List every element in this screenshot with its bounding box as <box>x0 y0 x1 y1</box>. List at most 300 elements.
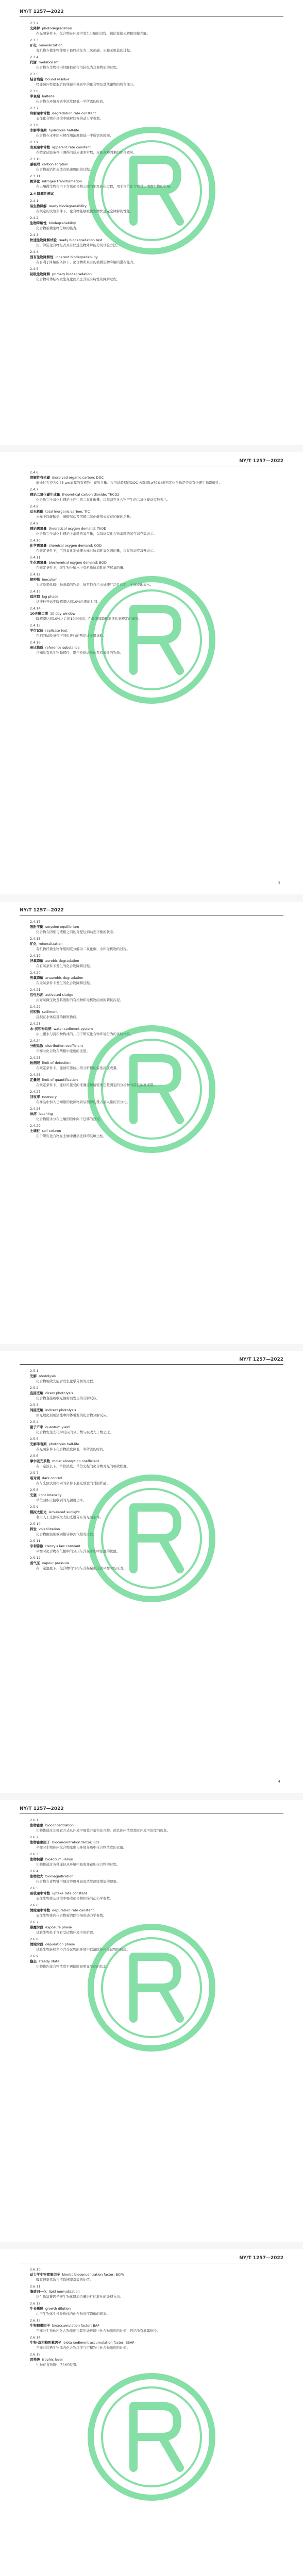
term-cn: 生化需氧量 <box>30 561 47 565</box>
term-entry <box>30 504 278 519</box>
term-title <box>30 492 278 497</box>
term-title <box>30 1908 278 1913</box>
term-entry <box>30 1419 278 1435</box>
entry-number: 2.3.10 <box>30 157 41 161</box>
term-entry <box>30 538 278 553</box>
term-cn: 定量限 <box>30 1078 40 1082</box>
header-rule <box>20 1364 283 1365</box>
term-title <box>30 645 278 650</box>
term-cn: 量子产率 <box>30 1425 43 1429</box>
term-definition: 化合物吸收光能后发生化学分解的过程。 <box>36 1379 96 1383</box>
term-en: chemical oxygen demand; COD <box>48 544 102 548</box>
term-en: biomagnification <box>45 1874 74 1878</box>
entry-number: 2.4.27 <box>30 1090 41 1094</box>
term-title <box>30 611 278 616</box>
term-cn: 光解半衰期 <box>30 1442 47 1446</box>
term-definition: 在光照条件下化合物浓度降低一半所需的时间。 <box>36 1447 107 1451</box>
entry-number: 2.4.23 <box>30 1022 41 1026</box>
term-entry <box>30 1555 278 1571</box>
term-en: inherent biodegradability <box>55 255 98 259</box>
term-definition: 平衡时生物体内化合物浓度与环境介质中化合物浓度的比值。 <box>36 1845 127 1850</box>
term-en: water-sediment system <box>53 1027 93 1031</box>
term-entry <box>30 953 278 969</box>
term-en: light intensity <box>39 1493 62 1497</box>
entry-number: 2.5.2 <box>30 1386 39 1390</box>
term-en: depuration rate constant <box>52 1908 94 1912</box>
term-en: ready biodegradability <box>48 204 87 208</box>
term-title <box>30 1043 278 1048</box>
term-cn: 吸附平衡 <box>30 925 43 929</box>
term-title <box>30 1874 278 1879</box>
term-title <box>30 1442 278 1447</box>
term-entry <box>30 2318 278 2333</box>
term-cn: 生物富集 <box>30 1823 43 1827</box>
entry-number: 2.4.21 <box>30 988 41 992</box>
entry-number: 2.4.26 <box>30 1073 41 1077</box>
term-entry <box>30 487 278 502</box>
term-en: growth dilution <box>45 2307 71 2311</box>
term-entry <box>30 1954 278 1969</box>
term-title <box>30 1111 278 1116</box>
term-en: ready biodegradation test <box>59 238 103 242</box>
term-cn: 半衰期 <box>30 94 40 98</box>
term-definition: 在相同试验条件下同时进行的两组或多组试验。 <box>36 634 107 638</box>
entry-number: 2.3.6 <box>30 89 39 93</box>
page-header-code: NY/T 1257—2022 <box>239 2256 283 2261</box>
term-definition: 由于生物体生长导致体内化合物浓度降低的现象。 <box>36 2312 110 2316</box>
term-definition: 在规定条件下，能以可接受的准确度和精密度定量测定的分析物的最低浓度或量。 <box>36 1083 157 1087</box>
term-title <box>30 26 278 31</box>
term-cn: 总无机碳 <box>30 510 43 514</box>
page-content <box>30 1368 278 1572</box>
entry-number: 2.6.2 <box>30 1835 39 1839</box>
term-title <box>30 1942 278 1947</box>
term-cn: 初级生物降解 <box>30 272 50 276</box>
entry-number: 2.4.17 <box>30 920 41 924</box>
term-definition: 能通过孔径为0.45 μm滤膜的有机物中碳的含量。采用试验期间DOC 去除率(≥70%)来判定化合物是否具有快速生物降解性。 <box>36 481 223 485</box>
term-title <box>30 1060 278 1065</box>
term-cn: 理论二氧化碳生成量 <box>30 493 60 497</box>
term-entry <box>30 106 278 121</box>
term-cn: 表观速率常数 <box>30 145 50 149</box>
entry-number: 2.4.1 <box>30 199 39 203</box>
entry-number: 2.4.8 <box>30 504 39 509</box>
term-title <box>30 1009 278 1014</box>
term-definition: 生物在食物链中所处的位置。 <box>36 2363 80 2367</box>
page-separator <box>0 2242 303 2249</box>
entry-number: 2.5.1 <box>30 1369 39 1373</box>
page-content <box>30 2267 278 2369</box>
term-entry <box>30 1538 278 1554</box>
page-separator <box>0 894 303 902</box>
term-definition: 在样品中加入已知量的被测物质后测得的量占加入量的百分比。 <box>36 1100 130 1104</box>
term-en: theoretical carbon dioxide; ThCO2 <box>62 493 120 497</box>
term-en: limit of quantification <box>42 1078 78 1082</box>
entry-number: 2.6.10 <box>30 2267 41 2272</box>
term-cn: 生长稀释 <box>30 2307 43 2311</box>
term-title <box>30 204 278 209</box>
entry-number: 2.6.9 <box>30 1954 39 1958</box>
term-en: leaching <box>39 1112 53 1116</box>
term-entry <box>30 55 278 70</box>
term-title <box>30 1561 278 1566</box>
entry-number: 2.4.28 <box>30 1107 41 1111</box>
term-definition: 化合物被微生物分解的能力。 <box>36 226 80 230</box>
term-definition: 在光照条件下，化合物在环境中发生分解的过程，包括直接光解和间接光解。 <box>36 31 150 36</box>
term-definition: 水样中以碳酸盐、碳酸氢盐及溶解二氧化碳形式存在的碳的总量。 <box>36 515 133 519</box>
term-definition: 平衡时生物体内化合物浓度与其所处环境中化合物浓度的比值，包括所有暴露途径。 <box>36 2329 160 2333</box>
term-en: anaerobic degradation <box>45 976 83 980</box>
term-definition: 化合物随水分在土壤剖面中向下迁移的过程。 <box>36 1117 103 1121</box>
term-entry <box>30 1453 278 1469</box>
term-definition: 化合物完全氧化时理论上产生的二氧化碳量，以每毫克化合物产生的二氧化碳毫克数表示。 <box>36 498 170 502</box>
term-cn: 生物积累因子 <box>30 2324 50 2328</box>
term-en: molar absorption coefficient <box>52 1459 99 1463</box>
term-definition: 化合物直接吸收光辐射而发生的分解反应。 <box>36 1396 100 1400</box>
term-entry <box>30 1504 278 1520</box>
term-entry <box>30 232 278 248</box>
entry-number: 2.5.7 <box>30 1471 39 1475</box>
entry-number: 2.4.16 <box>30 640 41 645</box>
term-definition: 在规定条件下，微生物分解水中有机物所消耗的溶解氧的量。 <box>36 566 127 570</box>
term-en: Henry's law constant <box>45 1544 81 1548</box>
term-en: biodegradability <box>48 221 76 225</box>
term-entry <box>30 249 278 265</box>
term-definition: 化合物由液相或固相转移到气相的过程。 <box>36 1532 96 1536</box>
entry-number: 2.5.4 <box>30 1420 39 1424</box>
term-cn: 溶解性有机碳 <box>30 476 50 480</box>
term-title <box>30 1823 278 1828</box>
term-entry <box>30 936 278 952</box>
term-definition: 利用人工光源模拟太阳光谱分布的光照条件。 <box>36 1515 103 1519</box>
term-definition: 用于研究化合物在土壤中淋溶迁移的装填土柱。 <box>36 1134 107 1138</box>
term-en: biochemical oxygen demand; BOD <box>48 561 107 565</box>
term-cn: 营养级 <box>30 2358 40 2362</box>
term-cn: 快速生物降解试验 <box>30 238 57 242</box>
term-en: mineralization <box>39 942 63 946</box>
term-entry <box>30 89 278 104</box>
term-title <box>30 2323 278 2328</box>
term-en: 10-day window <box>50 612 76 616</box>
term-title <box>30 162 278 167</box>
term-cn: 生物放大 <box>30 1874 43 1878</box>
page-separator <box>0 1344 303 1351</box>
term-entry <box>30 72 278 87</box>
term-entry <box>30 2352 278 2367</box>
term-definition: 沉积在水体底部的颗粒物质。 <box>36 1015 80 1019</box>
term-title <box>30 94 278 99</box>
entry-number: 2.3.2 <box>30 21 39 25</box>
term-definition: 由光敏化剂或活性中间体引发的化合物分解反应。 <box>36 1413 110 1417</box>
term-en: hydrolysis half-life <box>48 128 79 132</box>
entry-number: 2.4.25 <box>30 1056 41 1060</box>
term-entry <box>30 1835 278 1850</box>
term-definition: 在规定条件下，用强氧化剂处理水样时所消耗氧化剂的量，以氧的毫克每升表示。 <box>36 549 157 553</box>
term-cn: 碳吸附 <box>30 162 40 166</box>
term-cn: 间接光解 <box>30 1408 43 1412</box>
term-title <box>30 475 278 480</box>
term-en: total inorganic carbon; TIC <box>45 510 90 514</box>
entry-number: 2.4.12 <box>30 572 41 577</box>
term-entry <box>30 1402 278 1418</box>
term-cn: 摩尔吸光系数 <box>30 1459 50 1463</box>
term-cn: 吸收速率常数 <box>30 1891 50 1895</box>
entry-number: 2.3.9 <box>30 140 39 144</box>
term-en: exposure phase <box>45 1925 72 1929</box>
term-title <box>30 60 278 65</box>
term-en: nitrogen transformation <box>42 179 82 183</box>
term-cn: 检测限 <box>30 1061 40 1065</box>
term-title <box>30 255 278 260</box>
page-number: 4 <box>278 1780 280 1784</box>
term-definition: 表征生物体内化合物被清除快慢的动力学参数。 <box>36 1913 107 1918</box>
term-cn: 矿化 <box>30 942 37 946</box>
term-definition: 化合物完全氧化时理论上消耗的氧气量，以每毫克化合物消耗的氧气毫克数表示。 <box>36 532 157 536</box>
term-definition: 生物体通过各种途径从环境中吸收并蓄积化合物的过程。 <box>36 1862 120 1867</box>
term-definition: 由好氧微生物及其吸附的有机物和无机物组成的絮状污泥。 <box>36 998 123 1002</box>
term-cn: 暗对照 <box>30 1476 40 1480</box>
term-definition: 生物体内化合物浓度不再随时间明显变化的状态。 <box>36 1964 110 1969</box>
term-title <box>30 1891 278 1896</box>
page-content <box>30 21 278 283</box>
term-title <box>30 1374 278 1379</box>
entry-number: 2.5.5 <box>30 1437 39 1441</box>
page-content <box>30 919 278 1140</box>
entry-number: 2.5.10 <box>30 1522 41 1526</box>
term-en: dissolved organic carbon; DOC <box>52 476 104 480</box>
term-definition: 化合物在环境介质中浓度降低一半所需的时间。 <box>36 99 107 104</box>
term-definition: 平衡时化合物在两相中浓度的比值。 <box>36 1049 90 1053</box>
entry-number: 2.4.13 <box>30 589 41 594</box>
term-en: replicate test <box>45 629 68 633</box>
entry-number: 2.6.8 <box>30 1937 39 1941</box>
term-cn: 水解半衰期 <box>30 128 47 132</box>
entry-number: 2.4.2 <box>30 216 39 220</box>
term-definition: 在与光照试验相同的条件下避光放置的对照样品。 <box>36 1481 110 1485</box>
term-entry <box>30 1038 278 1054</box>
term-title <box>30 2272 278 2277</box>
entry-number: 2.3.4 <box>30 55 39 59</box>
term-en: photolysis <box>39 1374 56 1378</box>
term-en: sorption equilibrium <box>45 925 79 929</box>
term-cn: 动力学生物富集因子 <box>30 2273 60 2277</box>
term-cn: 好氧降解 <box>30 959 43 963</box>
term-cn: 生物降解性 <box>30 221 47 225</box>
document-page <box>0 5 303 443</box>
term-entry <box>30 470 278 485</box>
term-en: volatilization <box>39 1527 60 1531</box>
term-entry <box>30 1436 278 1452</box>
term-entry <box>30 2335 278 2350</box>
term-entry <box>30 157 278 172</box>
term-cn: 淋溶 <box>30 1112 37 1116</box>
entry-number: 2.4.9 <box>30 521 39 526</box>
term-entry <box>30 1055 278 1071</box>
term-definition: 有机物在微生物作用下最终转化为二氧化碳、水和无机盐的过程。 <box>36 48 133 53</box>
term-title <box>30 179 278 184</box>
term-en: sediment <box>42 1010 58 1014</box>
term-definition: 已知具有易生物降解性、用于检验试验体系有效性的物质。 <box>36 651 123 655</box>
term-cn: 亨利常数 <box>30 1544 43 1548</box>
page-content <box>30 1818 278 1971</box>
term-en: simulated sunlight <box>48 1510 80 1514</box>
term-en: depuration phase <box>45 1942 75 1946</box>
term-en: direct photolysis <box>45 1391 73 1395</box>
term-cn: 水-沉积物系统 <box>30 1027 52 1031</box>
term-title <box>30 1077 278 1082</box>
entry-number: 2.6.15 <box>30 2352 41 2357</box>
entry-number: 2.6.13 <box>30 2318 41 2323</box>
entry-number: 2.6.7 <box>30 1920 39 1924</box>
term-en: quantum yield <box>45 1425 70 1429</box>
entry-number: 2.4.7 <box>30 487 39 492</box>
term-title <box>30 594 278 599</box>
entry-number: 2.4.14 <box>30 606 41 611</box>
document-page <box>0 2251 303 2576</box>
term-entry <box>30 1106 278 1122</box>
term-title <box>30 43 278 48</box>
term-en: biota-sediment accumulation factor; BSAF <box>63 2341 134 2345</box>
term-definition: 化合物在水中因水解作用浓度降低一半所需的时间。 <box>36 133 113 138</box>
term-definition: 在有利于降解的条件下，化合物所具有的被微生物降解的潜在能力。 <box>36 260 137 264</box>
term-en: bound residue <box>45 77 70 81</box>
term-en: steady state <box>39 1959 60 1963</box>
term-entry <box>30 640 278 655</box>
term-cn: 10天窗口期 <box>30 612 48 616</box>
term-entry <box>30 1886 278 1901</box>
term-title <box>30 128 278 133</box>
term-title <box>30 272 278 277</box>
document-page <box>0 454 303 892</box>
term-definition: 化合物母体结构发生变化而失去其原有特性的降解过程。 <box>36 277 120 281</box>
term-en: bioaccumulation factor; BAF <box>52 2324 99 2328</box>
term-cn: 活性污泥 <box>30 993 43 997</box>
term-cn: 适应期 <box>30 595 40 599</box>
entry-number: 2.6.1 <box>30 1818 39 1822</box>
entry-number: 2.4.15 <box>30 623 41 628</box>
term-en: vapour pressure <box>42 1561 70 1565</box>
term-entry <box>30 1385 278 1401</box>
term-en: reference substance <box>45 646 80 650</box>
term-cn: 接种物 <box>30 578 40 582</box>
term-definition: 将生物富集因子按生物体脂质含量进行标准化的处理方法。 <box>36 2295 123 2299</box>
term-definition: 由上覆水与沉积物构成的、用于研究化合物环境行为的试验体系。 <box>36 1032 133 1036</box>
term-entry <box>30 521 278 536</box>
term-cn: 参比物质 <box>30 646 43 650</box>
term-entry <box>30 1852 278 1867</box>
term-definition: 化合物在食物链中随营养级升高而浓度逐级增加的现象。 <box>36 1879 120 1884</box>
term-title <box>30 1476 278 1481</box>
term-cn: 挥发 <box>30 1527 37 1531</box>
header-rule <box>20 915 283 916</box>
term-cn: 回收率 <box>30 1095 40 1099</box>
term-en: lipid normalization <box>48 2290 80 2294</box>
term-definition: 单位面积上接收到的光辐射功率。 <box>36 1498 87 1502</box>
term-entry <box>30 623 278 638</box>
term-title <box>30 543 278 548</box>
term-title <box>30 145 278 150</box>
term-en: trophic level <box>42 2358 63 2362</box>
term-definition: 平衡时底栖生物体内化合物浓度与沉积物中化合物浓度的比值。 <box>36 2346 130 2350</box>
term-entry <box>30 919 278 935</box>
term-title <box>30 1527 278 1532</box>
term-title <box>30 1425 278 1430</box>
page-header-code: NY/T 1257—2022 <box>239 459 283 464</box>
term-cn: 代谢 <box>30 60 37 64</box>
term-en: inoculum <box>42 578 58 582</box>
term-entry <box>30 589 278 604</box>
section-title: 2.4 降解性测试 <box>30 192 54 196</box>
term-en: aerobic degradation <box>45 959 79 963</box>
entry-number: 2.6.3 <box>30 1852 39 1856</box>
term-cn: 易生物降解 <box>30 204 47 208</box>
term-entry <box>30 1521 278 1537</box>
term-en: indirect photolysis <box>45 1408 76 1412</box>
entry-number: 2.3.7 <box>30 106 39 110</box>
term-en: lag phase <box>42 595 59 599</box>
term-definition: 在特定试验条件下测得的反应速率常数，反映各种因素的综合效应。 <box>36 150 137 155</box>
term-entry <box>30 572 278 587</box>
term-cn: 土壤柱 <box>30 1129 40 1133</box>
term-title <box>30 1840 278 1845</box>
term-entry <box>30 1004 278 1020</box>
term-definition: 在规定的试验条件下，化合物能够被微生物快速完全降解的性能。 <box>36 209 133 213</box>
term-definition: 从接种开始至降解率达到10%所需的时间。 <box>36 600 100 604</box>
term-definition: 降解率达到10%之后的10天时间，在此期间降解率须达到规定的阈值。 <box>36 617 142 621</box>
term-en: photodegradation <box>42 26 72 30</box>
term-title <box>30 975 278 980</box>
entry-number: 2.5.8 <box>30 1488 39 1492</box>
term-entry <box>30 198 278 214</box>
entry-number: 2.5.6 <box>30 1454 39 1458</box>
term-definition: 化合物在固相与液相之间的分配达到动态平衡的状态。 <box>36 930 116 934</box>
page-header-code: NY/T 1257—2022 <box>20 1806 64 1811</box>
term-entry <box>30 555 278 570</box>
entry-number: 2.6.5 <box>30 1886 39 1890</box>
term-cn: 模拟太阳光 <box>30 1510 47 1514</box>
term-title <box>30 1925 278 1930</box>
term-cn: 脂质归一化 <box>30 2290 47 2294</box>
entry-number: 2.4.29 <box>30 1124 41 1128</box>
term-title <box>30 1391 278 1396</box>
document-page <box>0 904 303 1342</box>
entry-number: 2.4.4 <box>30 250 39 254</box>
term-cn: 固有生物降解性 <box>30 255 54 259</box>
term-definition: 在无氧条件下发生的化合物降解过程。 <box>36 981 93 985</box>
term-definition: 在规定条件下，能被可靠检出的分析物的最低浓度或量。 <box>36 1066 120 1070</box>
term-en: degradation rate constant <box>52 111 96 115</box>
entry-number: 2.5.11 <box>30 1539 41 1543</box>
term-definition: 在一定波长下，单位浓度、单位光程的化合物对光的吸收程度。 <box>36 1464 130 1468</box>
entry-number: 2.4.6 <box>30 470 39 474</box>
term-en: carbon sorption <box>42 162 69 166</box>
term-title <box>30 924 278 929</box>
term-title <box>30 941 278 946</box>
term-cn: 光降解 <box>30 26 40 30</box>
term-title <box>30 509 278 514</box>
term-entry <box>30 1021 278 1037</box>
page-number: 3 <box>278 881 280 885</box>
term-en: apparent rate constant <box>52 145 91 149</box>
term-title <box>30 1459 278 1464</box>
term-en: metabolism <box>39 60 59 64</box>
term-en: mineralization <box>39 43 63 47</box>
entry-number: 2.5.9 <box>30 1505 39 1509</box>
term-title <box>30 1026 278 1031</box>
term-cn: 矿化 <box>30 43 37 47</box>
term-entry <box>30 970 278 986</box>
term-cn: 降解速率常数 <box>30 111 50 115</box>
